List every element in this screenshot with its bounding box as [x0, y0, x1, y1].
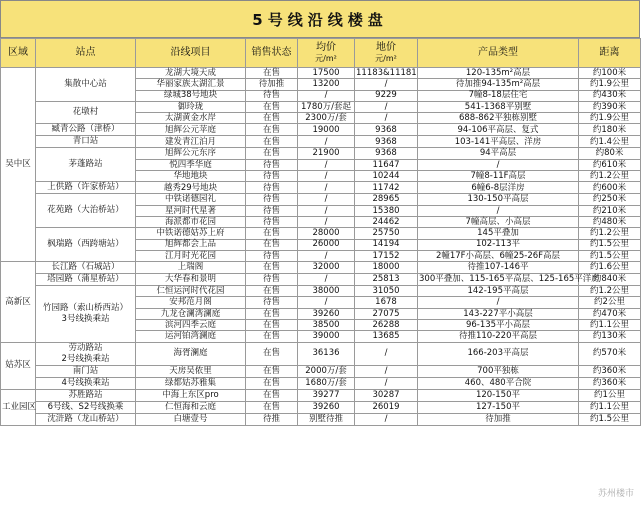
land-price-cell: /	[355, 365, 418, 377]
land-price-cell: /	[355, 342, 418, 365]
status-cell: 待售	[246, 159, 298, 170]
status-cell: 在售	[246, 148, 298, 159]
land-price-cell: 1678	[355, 297, 418, 308]
product-cell: 120-135m²高层	[418, 68, 579, 79]
product-cell: 145平叠加	[418, 228, 579, 239]
project-cell: 仁恒海和云庭	[136, 401, 246, 413]
project-cell: 建发青江泊月	[136, 136, 246, 148]
land-price-cell: 9229	[355, 90, 418, 101]
distance-cell: 约360米	[579, 365, 641, 377]
station-cell: 臧青公路（津桥）	[36, 124, 136, 136]
table-row	[1, 401, 641, 413]
product-cell: /	[418, 297, 579, 308]
distance-cell: 约250米	[579, 194, 641, 205]
station-cell: 沈浒路（龙山桥站）	[36, 413, 136, 425]
distance-cell: 约1.1公里	[579, 401, 641, 413]
land-price-cell: 9368	[355, 148, 418, 159]
project-cell: 海胥澜庭	[136, 342, 246, 365]
project-cell: 越秀29号地块	[136, 182, 246, 194]
status-cell: 在售	[246, 262, 298, 274]
distance-cell: 约2公里	[579, 297, 641, 308]
table-row	[1, 365, 641, 377]
land-price-cell: 9368	[355, 136, 418, 148]
land-price-cell: 18000	[355, 262, 418, 274]
distance-cell: 约80米	[579, 148, 641, 159]
station-cell: 劳动路站 2号线换乘站	[36, 342, 136, 365]
land-price-cell: 17152	[355, 250, 418, 261]
avg-price-cell: 32000	[298, 262, 355, 274]
avg-price-cell: 38000	[298, 286, 355, 297]
product-cell: /	[418, 159, 579, 170]
area-cell: 姑苏区	[1, 342, 36, 389]
distance-cell: 约1.5公里	[579, 413, 641, 425]
product-cell: 688-862平独栋别墅	[418, 113, 579, 124]
project-cell: 绿城38号地块	[136, 90, 246, 101]
station-cell: 6号线、S2号线换乘	[36, 401, 136, 413]
status-cell: 在售	[246, 239, 298, 250]
product-cell: 142-195平高层	[418, 286, 579, 297]
avg-price-cell: 26000	[298, 239, 355, 250]
table-row	[1, 194, 641, 205]
table-row	[1, 342, 641, 365]
station-cell: 花墩村	[36, 101, 136, 124]
watermark: 苏州楼市	[597, 489, 634, 499]
distance-cell: 约1.1公里	[579, 320, 641, 331]
distance-cell: 约360米	[579, 377, 641, 389]
avg-price-cell: 别墅待推	[298, 413, 355, 425]
project-cell: 旭辉都会上品	[136, 239, 246, 250]
project-cell: 御玲珑	[136, 101, 246, 112]
distance-cell: 约130米	[579, 331, 641, 342]
land-price-cell: 9368	[355, 124, 418, 136]
status-cell: 在售	[246, 320, 298, 331]
avg-price-cell: 1780万/套起	[298, 101, 355, 112]
land-price-cell: 26288	[355, 320, 418, 331]
land-price-cell: 14194	[355, 239, 418, 250]
product-cell: 7幢8-11F高层	[418, 171, 579, 182]
distance-cell: 约100米	[579, 68, 641, 79]
station-cell: 集散中心站	[36, 68, 136, 102]
header-status: 销售状态	[246, 39, 298, 68]
distance-cell: 约1.2公里	[579, 228, 641, 239]
distance-cell: 约1.9公里	[579, 113, 641, 124]
table-row	[1, 262, 641, 274]
project-cell: 华地地块	[136, 171, 246, 182]
project-cell: 星河时代星著	[136, 205, 246, 216]
station-cell: 苏胜路站	[36, 389, 136, 401]
product-cell: 103-141平高层、洋房	[418, 136, 579, 148]
project-cell: 白塘壹号	[136, 413, 246, 425]
land-price-cell: 11183&11181	[356, 67, 417, 78]
status-cell: 待售	[246, 171, 298, 182]
product-cell: 94平高层	[418, 148, 579, 159]
product-cell: 300平叠加、115-165平高层、125-165平洋房	[419, 274, 600, 285]
table-row	[1, 228, 641, 239]
project-cell: 悦四季华庭	[136, 159, 246, 170]
status-cell: 待售	[246, 205, 298, 216]
product-cell: 96-135平小高层	[418, 320, 579, 331]
status-cell: 待售	[246, 297, 298, 308]
land-price-cell: 24462	[355, 216, 418, 227]
land-price-cell: /	[355, 101, 418, 112]
product-cell: 待加推	[418, 413, 579, 425]
avg-price-cell: /	[298, 216, 355, 227]
status-cell: 在售	[246, 68, 298, 79]
table-row	[1, 124, 641, 136]
avg-price-cell: /	[298, 182, 355, 194]
product-cell: 120-150平	[418, 389, 579, 401]
area-cell: 工业园区	[1, 389, 36, 425]
product-cell: 6幢6-8层洋房	[418, 182, 579, 194]
land-price-cell: 30287	[355, 389, 418, 401]
distance-cell: 约1.5公里	[579, 239, 641, 250]
project-cell: 旭辉公元东序	[136, 148, 246, 159]
station-cell: 竹园路（索山桥西站） 3号线换乘站	[36, 286, 136, 342]
product-cell: 102-113平	[418, 239, 579, 250]
land-price-cell: 27075	[355, 308, 418, 319]
project-cell: 滨河四季云庭	[136, 320, 246, 331]
station-cell: 长江路（石城站）	[36, 262, 136, 274]
project-cell: 天房吴侬里	[136, 365, 246, 377]
avg-price-cell: /	[298, 274, 355, 286]
header-land-price	[355, 39, 418, 68]
table-row	[1, 101, 641, 112]
status-cell: 在售	[246, 228, 298, 239]
status-cell: 待售	[246, 182, 298, 194]
land-price-cell: 11647	[355, 159, 418, 170]
header-avg-price	[298, 39, 355, 68]
avg-price-cell: /	[298, 250, 355, 261]
table-row	[1, 68, 641, 79]
project-cell: 中海上东区pro	[136, 389, 246, 401]
distance-cell: 约1.6公里	[579, 262, 641, 274]
project-cell: 太湖黄金水岸	[136, 113, 246, 124]
product-cell: 700平独栋	[418, 365, 579, 377]
header-project: 沿线项目	[136, 39, 246, 68]
table-row	[1, 274, 641, 286]
table-row	[1, 413, 641, 425]
status-cell: 在售	[246, 113, 298, 124]
distance-cell: 约1.5公里	[579, 250, 641, 261]
avg-price-cell: 2300万/套	[298, 113, 355, 124]
status-cell: 在售	[246, 401, 298, 413]
product-cell: 541-1368平别墅	[418, 101, 579, 112]
property-table	[0, 38, 641, 426]
project-cell: 中铁诺德园礼	[136, 194, 246, 205]
area-cell: 吴中区	[1, 68, 36, 262]
status-cell: 待加推	[246, 79, 298, 90]
table-row	[1, 182, 641, 194]
project-cell: 华丽家族太湖汇景	[136, 79, 246, 90]
land-price-cell: 11742	[355, 182, 418, 194]
status-cell: 在售	[246, 136, 298, 148]
land-price-cell: 25813	[355, 274, 418, 286]
station-cell: 上供路（许家桥站）	[36, 182, 136, 194]
distance-cell: 约1.9公里	[579, 79, 641, 90]
product-cell: 94-106平高层、复式	[418, 124, 579, 136]
land-price-cell: 31050	[355, 286, 418, 297]
header-distance: 距离	[579, 39, 641, 68]
distance-cell: 约470米	[579, 308, 641, 319]
project-cell: 仁恒运河时代花园	[136, 286, 246, 297]
header-row	[1, 39, 641, 68]
avg-price-cell: /	[298, 194, 355, 205]
avg-price-cell: /	[298, 90, 355, 101]
avg-price-cell: 19000	[298, 124, 355, 136]
distance-cell: 约600米	[579, 182, 641, 194]
status-cell: 待售	[246, 90, 298, 101]
land-price-cell: 15380	[355, 205, 418, 216]
distance-cell: 约610米	[579, 159, 641, 170]
station-cell: 塔园路（蒲星桥站）	[36, 274, 136, 286]
status-cell: 待售	[246, 250, 298, 261]
status-cell: 在售	[246, 308, 298, 319]
header-area: 区域	[1, 39, 36, 68]
distance-cell: 约180米	[579, 124, 641, 136]
distance-cell: 约570米	[579, 342, 641, 365]
distance-cell: 约1.2公里	[579, 286, 641, 297]
avg-price-cell: 1680万/套	[298, 377, 355, 389]
land-price-cell: 25750	[355, 228, 418, 239]
table-row	[1, 148, 641, 159]
project-cell: 旭辉公元苹庭	[136, 124, 246, 136]
distance-cell: 约480米	[579, 216, 641, 227]
product-cell: 143-227平小高层	[418, 308, 579, 319]
status-cell: 在售	[246, 342, 298, 365]
product-cell: 7幢高层、小高层	[418, 216, 579, 227]
project-cell: 上瑞阁	[136, 262, 246, 274]
avg-price-cell: 2000万/套	[298, 365, 355, 377]
avg-price-cell: 21900	[298, 148, 355, 159]
distance-cell: 约840米	[579, 274, 641, 286]
header-product: 产品类型	[418, 39, 579, 68]
header-land-price-unit: 元/m²	[375, 54, 397, 63]
distance-cell: 约1公里	[579, 389, 641, 401]
station-cell: 青口站	[36, 136, 136, 148]
station-cell: 南门站	[36, 365, 136, 377]
header-avg-price-unit: 元/m²	[315, 54, 337, 63]
status-cell: 在售	[246, 389, 298, 401]
status-cell: 在售	[246, 286, 298, 297]
header-avg-price-label: 均价	[316, 42, 336, 53]
header-station: 站点	[36, 39, 136, 68]
avg-price-cell: 17500	[298, 68, 355, 79]
avg-price-cell: 38500	[298, 320, 355, 331]
land-price-cell: /	[355, 413, 418, 425]
distance-cell: 约1.4公里	[579, 136, 641, 148]
status-cell: 在售	[246, 124, 298, 136]
project-cell: 安邦范月阁	[136, 297, 246, 308]
table-body	[1, 68, 641, 426]
station-cell: 枫瑞路（西跨塘站）	[36, 228, 136, 262]
project-cell: 龙湖大境天成	[136, 68, 246, 79]
product-cell: 待推110-220平高层	[418, 331, 579, 342]
distance-cell: 约430米	[579, 90, 641, 101]
land-price-cell: /	[355, 377, 418, 389]
header-land-price-label: 地价	[376, 42, 396, 53]
project-cell: 中铁诺德姑苏上府	[136, 228, 246, 239]
land-price-cell: /	[355, 113, 418, 124]
land-price-cell: 26019	[355, 401, 418, 413]
table-row	[1, 389, 641, 401]
status-cell: 待售	[246, 194, 298, 205]
status-cell: 待售	[246, 274, 298, 286]
distance-cell: 约390米	[579, 101, 641, 112]
product-cell: 7幢8-18层住宅	[418, 90, 579, 101]
station-cell: 花苑路（大治桥站）	[36, 194, 136, 228]
product-cell: 待推107-146平	[418, 262, 579, 274]
area-cell: 高新区	[1, 262, 36, 342]
table-row	[1, 377, 641, 389]
table-row	[1, 136, 641, 148]
product-cell: 2幢17F小高层、6幢25-26F高层	[418, 250, 579, 261]
avg-price-cell: /	[298, 297, 355, 308]
avg-price-cell: 39000	[298, 331, 355, 342]
station-cell: 4号线换乘站	[36, 377, 136, 389]
status-cell: 在售	[246, 365, 298, 377]
avg-price-cell: /	[298, 205, 355, 216]
avg-price-cell: 39260	[298, 401, 355, 413]
project-cell: 海派都市花园	[136, 216, 246, 227]
project-cell: 运河铂湾澜庭	[136, 331, 246, 342]
station-cell: 茅蓬路站	[36, 148, 136, 182]
distance-cell: 约1.2公里	[579, 171, 641, 182]
product-cell: 127-150平	[418, 401, 579, 413]
avg-price-cell: 36136	[298, 342, 355, 365]
status-cell: 待售	[246, 216, 298, 227]
avg-price-cell: 39277	[298, 389, 355, 401]
land-price-cell: 10244	[355, 171, 418, 182]
avg-price-cell: /	[298, 136, 355, 148]
product-cell: 166-203平高层	[418, 342, 579, 365]
product-cell: 130-150平高层	[418, 194, 579, 205]
product-cell: /	[418, 205, 579, 216]
page-title: 5号线沿线楼盘	[0, 0, 640, 38]
avg-price-cell: 13200	[298, 79, 355, 90]
table-row	[1, 286, 641, 297]
land-price-cell: 28965	[355, 194, 418, 205]
avg-price-cell: /	[298, 171, 355, 182]
land-price-cell: /	[355, 79, 418, 90]
project-cell: 绿都姑苏雅集	[136, 377, 246, 389]
avg-price-cell: 39260	[298, 308, 355, 319]
project-cell: 大华春和景明	[136, 274, 246, 286]
avg-price-cell: /	[298, 159, 355, 170]
product-cell: 待加推94-135m²高层	[418, 79, 579, 90]
status-cell: 待推	[246, 413, 298, 425]
status-cell: 在售	[246, 101, 298, 112]
status-cell: 在售	[246, 331, 298, 342]
project-cell: 江月时光花园	[136, 250, 246, 261]
distance-cell: 约210米	[579, 205, 641, 216]
status-cell: 在售	[246, 377, 298, 389]
avg-price-cell: 28000	[298, 228, 355, 239]
product-cell: 460、480平合院	[418, 377, 579, 389]
project-cell: 九龙仓澜湾澜庭	[136, 308, 246, 319]
land-price-cell: 13685	[355, 331, 418, 342]
